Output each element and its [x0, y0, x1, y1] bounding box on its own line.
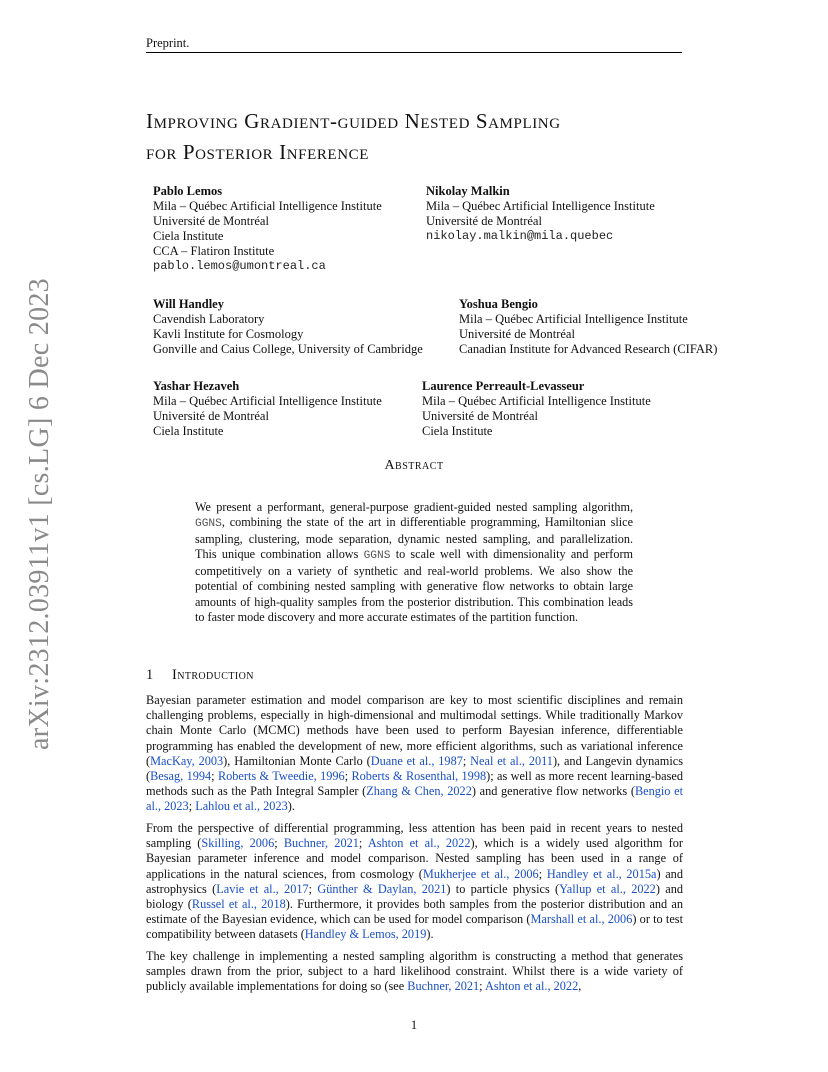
citation-link[interactable]: Ashton et al., 2022	[484, 979, 579, 994]
author-affiliation: Canadian Institute for Advanced Research (CIFAR)	[459, 342, 718, 356]
author-affiliation: Mila – Québec Artificial Intelligence Institute	[422, 394, 651, 408]
citation-link[interactable]: Russel et al., 2018	[191, 897, 286, 912]
intro-paragraph-3	[146, 949, 683, 995]
paragraph-text: ) and biology (	[146, 881, 683, 912]
author-email[interactable]: pablo.lemos@umontreal.ca	[153, 259, 326, 273]
paragraph-text: ;	[211, 769, 218, 784]
citation-link[interactable]: Marshall et al., 2006	[530, 912, 633, 927]
citation-link[interactable]: MacKay, 2003	[150, 753, 224, 768]
author-block-bengio	[459, 297, 717, 357]
citation-link[interactable]: Skilling, 2006	[201, 836, 275, 851]
paragraph-text: ) and generative flow networks (	[471, 784, 635, 799]
paragraph-text: ;	[188, 799, 196, 814]
author-email[interactable]: nikolay.malkin@mila.quebec	[426, 229, 614, 243]
title-line-2: for Posterior Inference	[146, 140, 369, 164]
paragraph-text: ;	[479, 979, 485, 994]
paragraph-text: Bayesian parameter estimation and model comparison are key to most scientific disciplines and remain challenging problems, especially in high-dimensional and multimodal settings. While traditionally Markov chain Monte Carlo (MCMC) methods have been used to perform Bayesian inference, differentiable programming has enabled the development of new, more efficient algorithms, such as variational inference (	[146, 693, 683, 768]
intro-paragraph-2	[146, 821, 683, 943]
ggns-code: GGNS	[195, 518, 222, 531]
author-name: Nikolay Malkin	[426, 184, 510, 198]
paragraph-text: From the perspective of differential programming, less attention has been paid in recent years to nested sampling (	[146, 821, 683, 851]
author-affiliation: Université de Montréal	[426, 214, 542, 228]
author-affiliation: Kavli Institute for Cosmology	[153, 327, 304, 341]
author-affiliation: Mila – Québec Artificial Intelligence Institute	[153, 199, 382, 213]
author-name: Yashar Hezaveh	[153, 379, 240, 393]
abstract-text: to scale well with dimensionality and perform competitively on a variety of synthetic and real-world problems. We also show the potential of combining nested sampling with generative flow networks to obtain large amounts of high-quality samples from the posterior distribution. This combination leads to faster mode discovery and more accurate estimates of the partition function.	[195, 547, 633, 624]
author-name: Laurence Perreault-Levasseur	[422, 379, 585, 393]
page-number: 1	[410, 1018, 418, 1032]
paragraph-text: ;	[344, 769, 352, 784]
citation-link[interactable]: Duane et al., 1987	[370, 753, 463, 768]
citation-link[interactable]: Lahlou et al., 2023	[195, 799, 288, 814]
author-affiliation: Cavendish Laboratory	[153, 312, 265, 326]
paragraph-text: ).	[426, 927, 434, 942]
citation-link[interactable]: Neal et al., 2011	[470, 753, 553, 768]
intro-paragraph-1	[146, 693, 683, 815]
abstract-body	[195, 500, 633, 625]
paragraph-text: ;	[358, 836, 368, 851]
author-affiliation: CCA – Flatiron Institute	[153, 244, 275, 258]
paragraph-text: ) to particle physics (	[446, 881, 560, 896]
section-number: 1	[146, 667, 154, 683]
citation-link[interactable]: Zhang & Chen, 2022	[366, 784, 472, 799]
citation-link[interactable]: Besag, 1994	[150, 769, 212, 784]
abstract-text: , combining the state of the art in differentiable programming, Hamiltonian slice sampling, clustering, mode separation, dynamic nested sampling, and parallelization. This unique combination allows	[195, 515, 633, 562]
author-affiliation: Mila – Québec Artificial Intelligence Institute	[459, 312, 688, 326]
paragraph-text: ), which is a widely used algorithm for Bayesian parameter inference and model comparison. Nested sampling has been used in a range of applications in the natural sciences, from cosmology (	[146, 836, 683, 881]
author-affiliation: Gonville and Caius College, University of Cambridge	[153, 342, 423, 356]
author-block-malkin	[426, 184, 655, 244]
paper-title	[146, 106, 706, 168]
author-name: Will Handley	[153, 297, 224, 311]
author-affiliation: Mila – Québec Artificial Intelligence Institute	[153, 394, 382, 408]
paragraph-text: ), Hamiltonian Monte Carlo (	[223, 753, 371, 768]
paragraph-text: ).	[287, 799, 295, 814]
citation-link[interactable]: Roberts & Rosenthal, 1998	[351, 769, 487, 784]
paragraph-text: ); as well as more recent learning-based methods such as the Path Integral Sampler (	[146, 769, 684, 799]
author-affiliation: Mila – Québec Artificial Intelligence Institute	[426, 199, 655, 213]
abstract-heading: Abstract	[384, 458, 444, 473]
citation-link[interactable]: Handley & Lemos, 2019	[304, 927, 427, 942]
citation-link[interactable]: Handley et al., 2015a	[546, 866, 657, 881]
paragraph-text: ;	[462, 753, 471, 768]
author-block-lemos	[153, 184, 382, 274]
paragraph-text: ;	[274, 836, 284, 851]
author-affiliation: Ciela Institute	[422, 424, 493, 438]
paragraph-text: ;	[538, 866, 547, 881]
author-block-handley	[153, 297, 423, 357]
author-block-hezaveh	[153, 379, 382, 439]
author-affiliation: Université de Montréal	[153, 409, 269, 423]
paragraph-text: ) or to test compatibility between datasets (	[146, 912, 683, 942]
author-affiliation: Université de Montréal	[459, 327, 575, 341]
citation-link[interactable]: Buchner, 2021	[283, 836, 359, 851]
section-heading-introduction	[146, 667, 254, 684]
author-affiliation: Ciela Institute	[153, 229, 224, 243]
citation-link[interactable]: Buchner, 2021	[407, 979, 480, 994]
author-name: Yoshua Bengio	[459, 297, 538, 311]
citation-link[interactable]: Mukherjee et al., 2006	[422, 866, 539, 881]
title-line-1: Improving Gradient-guided Nested Sampling	[146, 109, 561, 133]
section-title: Introduction	[172, 667, 254, 683]
citation-link[interactable]: Yallup et al., 2022	[559, 881, 656, 896]
abstract-text: We present a performant, general-purpose gradient-guided nested sampling algorithm,	[195, 500, 633, 514]
citation-link[interactable]: Günther & Daylan, 2021	[317, 881, 447, 896]
paragraph-text: ,	[578, 979, 582, 994]
paragraph-text: ), and Langevin dynamics (	[146, 753, 683, 784]
arxiv-stamp: arXiv:2312.03911v1 [cs.LG] 6 Dec 2023	[24, 278, 55, 750]
citation-link[interactable]: Bengio et al., 2023	[146, 784, 683, 814]
paragraph-text: ) and astrophysics (	[146, 866, 683, 896]
paragraph-text: ;	[308, 881, 318, 896]
author-affiliation: Université de Montréal	[153, 214, 269, 228]
author-name: Pablo Lemos	[153, 184, 223, 198]
paragraph-text: The key challenge in implementing a nested sampling algorithm is constructing a method that generates samples drawn from the prior, subject to a hard likelihood constraint. Whilst there is a wide variety of publicly available implementations for doing so (see	[146, 949, 683, 994]
citation-link[interactable]: Lavie et al., 2017	[216, 881, 309, 896]
author-affiliation: Université de Montréal	[422, 409, 538, 423]
citation-link[interactable]: Ashton et al., 2022	[367, 836, 471, 851]
citation-link[interactable]: Roberts & Tweedie, 1996	[217, 769, 345, 784]
author-affiliation: Ciela Institute	[153, 424, 224, 438]
author-block-perreault-levasseur	[422, 379, 651, 439]
running-header: Preprint.	[146, 36, 190, 50]
paragraph-text: ). Furthermore, it provides both samples from the posterior distribution and an estimate of the Bayesian evidence, which can be used for model comparison (	[146, 897, 684, 927]
header-rule	[146, 52, 682, 53]
ggns-code: GGNS	[363, 550, 391, 563]
